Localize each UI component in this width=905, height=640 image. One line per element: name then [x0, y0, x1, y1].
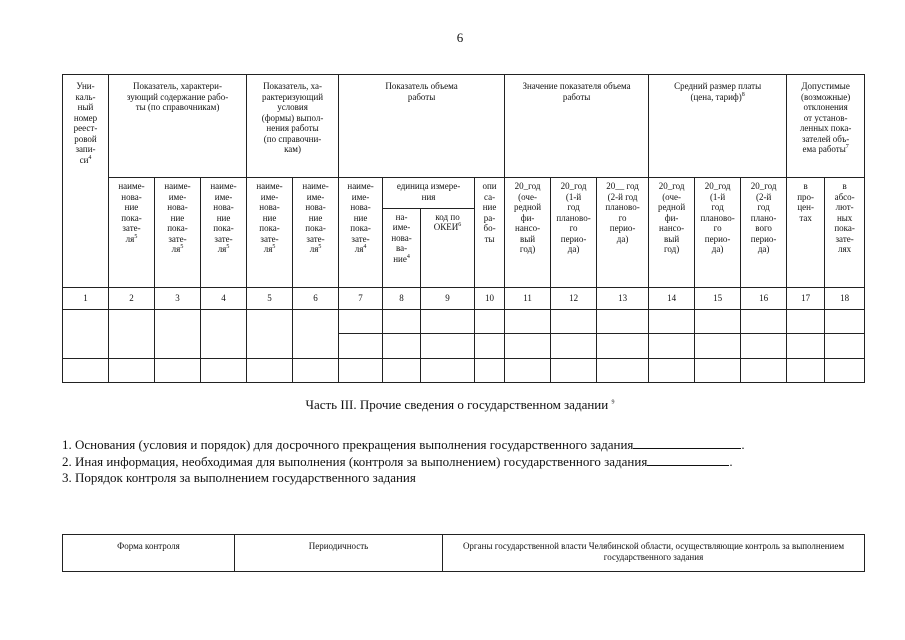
control-periodicity-header: Периодичность [235, 535, 443, 572]
column-number: 17 [787, 287, 825, 309]
empty-cell [551, 358, 597, 382]
header-name-indicator-6: наиме- име- нова- ние пока- зате- $ля^5$ [293, 178, 339, 287]
header-average-fee: Средний размер платы (цена, тариф)$^8$ [649, 75, 787, 178]
table-row [63, 310, 865, 334]
empty-cell [475, 310, 505, 334]
header-fee-year-second: 20_год (2-й год плано- вого перио- да) [741, 178, 787, 287]
empty-cell [551, 334, 597, 358]
empty-cell [551, 310, 597, 334]
empty-cell [421, 334, 475, 358]
column-number: 12 [551, 287, 597, 309]
empty-cell [505, 310, 551, 334]
column-number: 8 [383, 287, 421, 309]
header-name-indicator-2: наиме- нова- ние пока- зате- $ля^5$ [109, 178, 155, 287]
column-number: 2 [109, 287, 155, 309]
column-number-row [63, 287, 865, 309]
part3-item-1: 1. Основания (условия и порядок) для досрочного прекращения выполнения государственного задания . [62, 437, 745, 452]
part3-item-2: 2. Иная информация, необходимая для выполнения (контроля за выполнением) государственного задания . [62, 454, 733, 469]
empty-cell [383, 358, 421, 382]
control-authorities-header: Органы государственной власти Челябинской области, осуществляющие контроль за выполнением государственного задания [443, 535, 865, 572]
empty-cell [247, 310, 293, 359]
header-conditions-indicator: Показатель, ха- рактеризующий условия (формы) выпол- нения работы (по справочни- кам) [247, 75, 339, 178]
empty-cell [475, 334, 505, 358]
header-deviation-percent: в про- цен- тах [787, 178, 825, 287]
empty-cell [695, 310, 741, 334]
empty-cell [155, 310, 201, 359]
header-fee-year-first: 20_год (1-й год планово- го перио- да) [695, 178, 741, 287]
column-number: 3 [155, 287, 201, 309]
empty-cell [695, 358, 741, 382]
empty-cell [741, 358, 787, 382]
empty-cell [505, 334, 551, 358]
empty-cell [293, 310, 339, 359]
column-number: 6 [293, 287, 339, 309]
empty-cell [293, 358, 339, 382]
empty-cell [421, 310, 475, 334]
empty-cell [825, 310, 865, 334]
header-unit-code: код по ОКЕИ$^6$ [421, 208, 475, 287]
table-row [63, 358, 865, 382]
empty-cell [201, 310, 247, 359]
header-description: опи са- ние ра- бо- ты [475, 178, 505, 287]
column-number: 13 [597, 287, 649, 309]
empty-cell [695, 334, 741, 358]
empty-cell [109, 310, 155, 359]
header-volume-year-first: 20_год (1-й год планово- го перио- да) [551, 178, 597, 287]
column-number: 14 [649, 287, 695, 309]
header-unit: единица измере- ния [383, 178, 475, 208]
empty-cell [787, 358, 825, 382]
column-number: 16 [741, 287, 787, 309]
empty-cell [247, 358, 293, 382]
column-number: 5 [247, 287, 293, 309]
work-volume-table [62, 74, 865, 383]
part3-title: Часть III. Прочие сведения о государственном задании $^9$ [305, 397, 615, 412]
empty-cell [597, 358, 649, 382]
column-number: 15 [695, 287, 741, 309]
control-table [62, 534, 865, 572]
empty-cell [505, 358, 551, 382]
header-fee-year-current: 20_год (оче- редной фи- нансо- вый год) [649, 178, 695, 287]
empty-cell [649, 310, 695, 334]
header-name-indicator-7: наиме- име- нова- ние пока- зате- $ля^4$ [339, 178, 383, 287]
header-volume-indicator: Показатель объема работы [339, 75, 505, 178]
page-number: 6 [456, 30, 464, 45]
empty-cell [787, 310, 825, 334]
empty-cell [597, 334, 649, 358]
empty-cell [421, 358, 475, 382]
header-name-indicator-3: наиме- име- нова- ние пока- зате- $ля^5$ [155, 178, 201, 287]
header-volume-value: Значение показателя объема работы [505, 75, 649, 178]
header-volume-year-second: 20__ год (2-й год планово- го перио- да) [597, 178, 649, 287]
column-number: 9 [421, 287, 475, 309]
empty-cell [649, 334, 695, 358]
empty-cell [339, 358, 383, 382]
column-number: 11 [505, 287, 551, 309]
empty-cell [63, 358, 109, 382]
empty-cell [383, 310, 421, 334]
header-name-indicator-4: наиме- име- нова- ние пока- зате- $ля^5$ [201, 178, 247, 287]
fill-in-blank[interactable] [647, 453, 729, 466]
empty-cell [825, 358, 865, 382]
header-content-indicator: Показатель, характери- зующий содержание рабо- ты (по справочникам) [109, 75, 247, 178]
empty-cell [597, 310, 649, 334]
empty-cell [649, 358, 695, 382]
header-allowed-deviation: Допустимые (возможные) отклонения от установ- ленных пока- зателей объ- ема работы$^7$ [787, 75, 865, 178]
fill-in-blank[interactable] [633, 436, 741, 449]
header-registry-number: Уни- каль- ный номер реест- ровой запи- $си^4$ [63, 75, 109, 288]
empty-cell [787, 334, 825, 358]
empty-cell [201, 358, 247, 382]
empty-cell [475, 358, 505, 382]
column-number: 10 [475, 287, 505, 309]
empty-cell [825, 334, 865, 358]
part3-item-3: 3. Порядок контроля за выполнением государственного задания [62, 470, 416, 485]
empty-cell [741, 334, 787, 358]
empty-cell [63, 310, 109, 359]
header-volume-year-current: 20_год (оче- редной фи- нансо- вый год) [505, 178, 551, 287]
column-number: 7 [339, 287, 383, 309]
header-unit-name: на- име- нова- ва- ние$^4$ [383, 208, 421, 287]
header-deviation-absolute: в абсо- лют- ных пока- зате- лях [825, 178, 865, 287]
empty-cell [339, 334, 383, 358]
empty-cell [741, 310, 787, 334]
empty-cell [155, 358, 201, 382]
column-number: 4 [201, 287, 247, 309]
column-number: 1 [63, 287, 109, 309]
control-form-header: Форма контроля [63, 535, 235, 572]
header-name-indicator-5: наиме- име- нова- ние пока- зате- $ля^5$ [247, 178, 293, 287]
empty-cell [339, 310, 383, 334]
column-number: 18 [825, 287, 865, 309]
empty-cell [109, 358, 155, 382]
empty-cell [383, 334, 421, 358]
